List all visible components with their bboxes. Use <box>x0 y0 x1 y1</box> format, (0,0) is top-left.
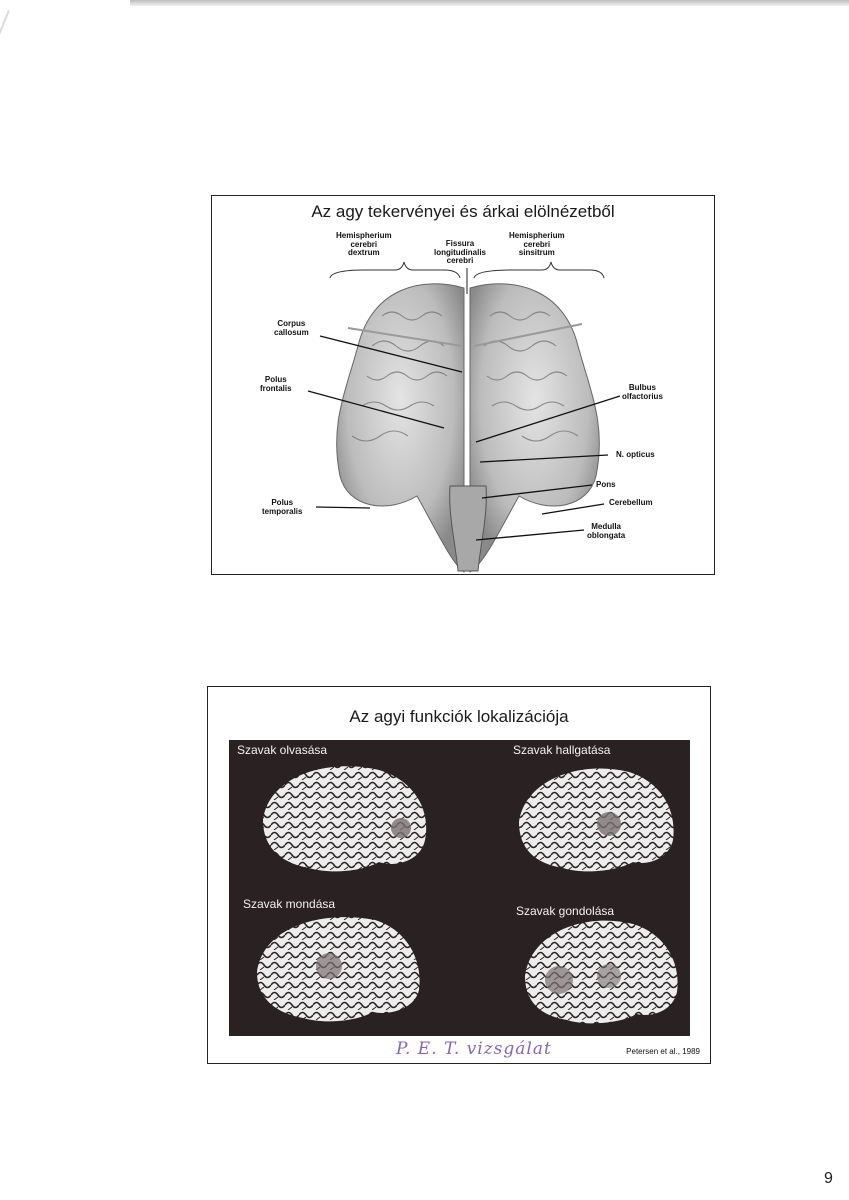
slide-title: Az agyi funkciók lokalizációja <box>349 707 569 726</box>
scan-top-edge <box>130 0 849 6</box>
brain-thinking <box>525 921 678 1024</box>
brain-reading <box>263 766 426 871</box>
pet-scan-panel <box>229 740 690 1036</box>
label-cerebellum: Cerebellum <box>609 498 653 507</box>
label-corpus-callosum: Corpus callosum <box>274 319 309 337</box>
pet-brain-images <box>229 740 690 1036</box>
label-pons: Pons <box>596 480 616 489</box>
label-polus-temporalis: Polus temporalis <box>262 498 303 516</box>
brain-listening <box>519 769 674 872</box>
label-hemispherium-sinistrum: Hemispherium cerebri sinsitrum <box>509 231 565 257</box>
label-bulbus-olfactorius: Bulbus olfactorius <box>622 383 663 401</box>
page-number: 9 <box>824 1170 833 1187</box>
slide-title: Az agy tekervényei és árkai elölnézetből <box>311 202 615 221</box>
label-medulla-oblongata: Medulla oblongata <box>587 522 626 540</box>
label-thinking: Szavak gondolása <box>516 904 615 918</box>
scan-artifact-line <box>0 10 10 187</box>
brain-speaking <box>257 917 420 1021</box>
label-listening: Szavak hallgatása <box>513 743 611 757</box>
slide-pet-localization <box>207 686 711 1064</box>
slide-brain-anatomy <box>211 195 715 575</box>
label-polus-frontalis: Polus frontalis <box>260 375 292 393</box>
label-speaking: Szavak mondása <box>243 897 336 911</box>
handwritten-note: P. E. T. vizsgálat <box>396 1039 552 1059</box>
label-fissura-longitudinalis: Fissura longitudinalis cerebri <box>434 239 486 265</box>
citation: Petersen et al., 1989 <box>626 1047 700 1056</box>
label-n-opticus: N. opticus <box>616 450 655 459</box>
label-hemispherium-dextrum: Hemispherium cerebri dextrum <box>336 231 392 257</box>
label-reading: Szavak olvasása <box>237 743 328 757</box>
